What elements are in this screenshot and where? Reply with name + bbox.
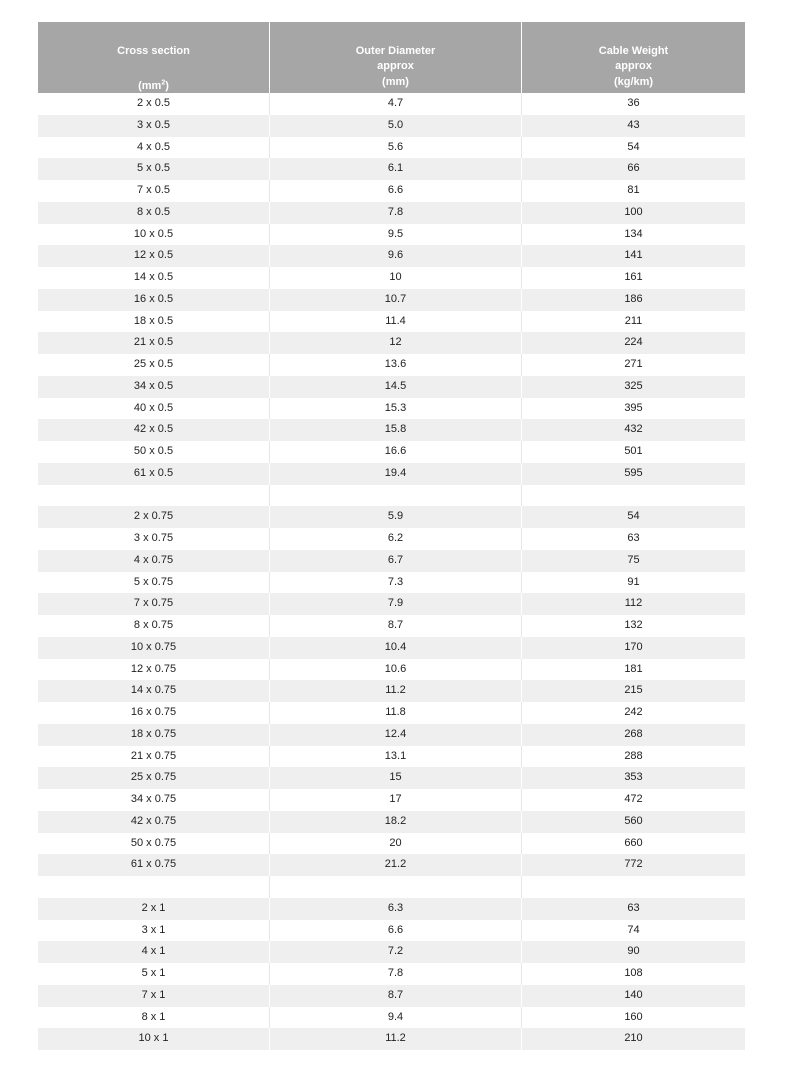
cell-cross-section: 34 x 0.75 xyxy=(38,789,270,811)
cell-outer-diameter: 18.2 xyxy=(270,811,522,833)
table-row xyxy=(38,941,745,963)
cell-cross-section xyxy=(38,876,270,898)
cell-cable-weight: 63 xyxy=(627,901,640,914)
cell-cross-section: 14 x 0.75 xyxy=(38,680,270,702)
cell-outer-diameter: 8.7 xyxy=(270,615,522,637)
cell-cross-section: 4 x 1 xyxy=(38,941,270,963)
cell-cable-weight: 91 xyxy=(627,575,640,588)
header-outer-diameter-approx: approx xyxy=(377,60,414,72)
cell-outer-diameter: 7.8 xyxy=(270,963,522,985)
table-row xyxy=(38,93,745,115)
table-row xyxy=(38,811,745,833)
header-outer-diameter xyxy=(270,22,522,93)
table-row xyxy=(38,180,745,202)
table-row xyxy=(38,376,745,398)
cell-outer-diameter: 11.2 xyxy=(270,1028,522,1050)
cell-outer-diameter: 12.4 xyxy=(270,724,522,746)
cell-outer-diameter: 16.6 xyxy=(270,441,522,463)
cell-cross-section: 7 x 1 xyxy=(38,985,270,1007)
header-cable-weight-unit: (kg/km) xyxy=(613,76,654,88)
table-row xyxy=(38,506,745,528)
table-row xyxy=(38,593,745,615)
cell-outer-diameter: 11.2 xyxy=(270,680,522,702)
table-header xyxy=(38,22,745,93)
cell-cable-weight: 325 xyxy=(624,379,643,392)
cell-cross-section: 8 x 0.5 xyxy=(38,202,270,224)
table-row xyxy=(38,789,745,811)
cell-cross-section: 12 x 0.5 xyxy=(38,245,270,267)
cell-outer-diameter: 5.6 xyxy=(270,137,522,159)
table-row xyxy=(38,680,745,702)
header-cable-weight-approx: approx xyxy=(615,60,652,72)
cell-cross-section: 21 x 0.5 xyxy=(38,332,270,354)
cell-cable-weight: 271 xyxy=(624,358,643,370)
cell-cross-section: 10 x 0.5 xyxy=(38,224,270,246)
cell-outer-diameter: 17 xyxy=(270,789,522,811)
cell-outer-diameter: 19.4 xyxy=(270,463,522,485)
cell-cable-weight: 242 xyxy=(624,706,643,718)
table-row xyxy=(38,311,745,333)
cell-cable-weight: 90 xyxy=(627,945,640,958)
cell-cable-weight: 186 xyxy=(624,292,643,305)
cell-cross-section: 50 x 0.5 xyxy=(38,441,270,463)
cell-cable-weight: 108 xyxy=(624,967,643,979)
cell-cable-weight: 74 xyxy=(627,923,640,936)
cell-cross-section: 12 x 0.75 xyxy=(38,659,270,681)
cell-cable-weight: 170 xyxy=(624,640,643,653)
table-row xyxy=(38,637,745,659)
cell-outer-diameter: 12 xyxy=(270,332,522,354)
cell-outer-diameter: 21.2 xyxy=(270,854,522,876)
table-row xyxy=(38,441,745,463)
cell-outer-diameter: 10.7 xyxy=(270,289,522,311)
cell-cable-weight: 54 xyxy=(627,140,640,153)
cell-cable-weight: 210 xyxy=(624,1032,643,1045)
table-body xyxy=(38,93,745,1050)
cell-cable-weight: 134 xyxy=(624,227,643,240)
cell-cross-section: 16 x 0.75 xyxy=(38,702,270,724)
cell-outer-diameter: 6.1 xyxy=(270,158,522,180)
cell-cable-weight: 63 xyxy=(627,532,640,544)
cell-cross-section: 42 x 0.5 xyxy=(38,419,270,441)
cell-outer-diameter: 6.6 xyxy=(270,180,522,202)
table-row xyxy=(38,289,745,311)
cell-cable-weight: 395 xyxy=(624,401,643,414)
table-row xyxy=(38,920,745,942)
table-row xyxy=(38,876,745,898)
table-row xyxy=(38,137,745,159)
cell-cable-weight: 211 xyxy=(624,314,643,327)
cell-cross-section: 8 x 1 xyxy=(38,1007,270,1029)
table-row xyxy=(38,985,745,1007)
cell-cross-section: 25 x 0.75 xyxy=(38,767,270,789)
cell-outer-diameter xyxy=(270,485,522,507)
table-row xyxy=(38,463,745,485)
cell-cable-weight: 161 xyxy=(624,271,643,283)
cell-cross-section: 2 x 1 xyxy=(38,898,270,920)
table-row xyxy=(38,702,745,724)
cell-cable-weight: 772 xyxy=(624,858,643,871)
cell-outer-diameter: 4.7 xyxy=(270,93,522,115)
table-row xyxy=(38,1007,745,1029)
cell-cable-weight: 140 xyxy=(624,988,643,1001)
table-row xyxy=(38,115,745,137)
cell-outer-diameter: 9.5 xyxy=(270,224,522,246)
table-row xyxy=(38,419,745,441)
cell-cross-section xyxy=(38,485,270,507)
cell-outer-diameter: 7.2 xyxy=(270,941,522,963)
header-cross-section-title: Cross section xyxy=(117,45,190,57)
cell-cable-weight: 353 xyxy=(624,771,643,784)
cell-outer-diameter: 6.7 xyxy=(270,550,522,572)
cell-cross-section: 3 x 0.5 xyxy=(38,115,270,137)
table-row xyxy=(38,615,745,637)
cell-cross-section: 16 x 0.5 xyxy=(38,289,270,311)
cell-cross-section: 2 x 0.5 xyxy=(38,93,270,115)
cell-cable-weight: 112 xyxy=(624,597,643,610)
cell-outer-diameter xyxy=(270,876,522,898)
cell-cable-weight: 160 xyxy=(624,1010,643,1023)
cell-outer-diameter: 7.3 xyxy=(270,572,522,594)
cell-cable-weight: 141 xyxy=(624,249,643,262)
table-row xyxy=(38,485,745,507)
header-outer-diameter-unit: (mm) xyxy=(382,76,409,88)
cell-outer-diameter: 9.4 xyxy=(270,1007,522,1029)
cell-cable-weight: 288 xyxy=(624,749,643,762)
cell-cable-weight: 215 xyxy=(624,684,643,697)
cell-cable-weight: 54 xyxy=(627,510,640,523)
cell-cross-section: 10 x 1 xyxy=(38,1028,270,1050)
cell-cable-weight: 595 xyxy=(624,466,643,479)
cell-cable-weight: 75 xyxy=(627,553,640,566)
cell-outer-diameter: 10 xyxy=(270,267,522,289)
table-row xyxy=(38,202,745,224)
cell-cable-weight: 181 xyxy=(624,662,643,675)
cell-cable-weight: 560 xyxy=(624,814,643,827)
cell-cable-weight: 43 xyxy=(627,118,640,131)
header-cable-weight-title: Cable Weight xyxy=(598,45,669,57)
cell-outer-diameter: 8.7 xyxy=(270,985,522,1007)
cell-cable-weight: 432 xyxy=(624,423,643,436)
cell-cross-section: 10 x 0.75 xyxy=(38,637,270,659)
cell-cable-weight xyxy=(522,876,745,898)
header-outer-diameter-title: Outer Diameter xyxy=(355,45,436,57)
cell-cross-section: 2 x 0.75 xyxy=(38,506,270,528)
cell-outer-diameter: 10.4 xyxy=(270,637,522,659)
cell-outer-diameter: 15.3 xyxy=(270,398,522,420)
cell-cross-section: 42 x 0.75 xyxy=(38,811,270,833)
table-row xyxy=(38,528,745,550)
cable-data-table xyxy=(38,22,745,1050)
cell-cross-section: 4 x 0.75 xyxy=(38,550,270,572)
cell-outer-diameter: 15.8 xyxy=(270,419,522,441)
cell-cross-section: 25 x 0.5 xyxy=(38,354,270,376)
table-row xyxy=(38,572,745,594)
cell-cross-section: 8 x 0.75 xyxy=(38,615,270,637)
cell-cross-section: 7 x 0.75 xyxy=(38,593,270,615)
cell-cable-weight: 660 xyxy=(624,836,643,849)
cell-outer-diameter: 6.2 xyxy=(270,528,522,550)
table-row xyxy=(38,854,745,876)
header-cable-weight xyxy=(522,22,745,93)
table-row xyxy=(38,1028,745,1050)
cell-outer-diameter: 11.8 xyxy=(270,702,522,724)
cell-cross-section: 61 x 0.75 xyxy=(38,854,270,876)
table-row xyxy=(38,267,745,289)
cell-cross-section: 61 x 0.5 xyxy=(38,463,270,485)
cell-cable-weight: 81 xyxy=(627,184,640,196)
cell-cross-section: 3 x 0.75 xyxy=(38,528,270,550)
cell-outer-diameter: 13.1 xyxy=(270,746,522,768)
cell-cable-weight: 224 xyxy=(624,336,643,349)
table-row xyxy=(38,724,745,746)
cell-cross-section: 4 x 0.5 xyxy=(38,137,270,159)
table-row xyxy=(38,158,745,180)
cell-cross-section: 5 x 0.5 xyxy=(38,158,270,180)
table-row xyxy=(38,746,745,768)
header-cross-section-unit: $(mm^2)$ xyxy=(138,79,169,92)
cell-outer-diameter: 6.3 xyxy=(270,898,522,920)
table-row xyxy=(38,224,745,246)
cell-cross-section: 34 x 0.5 xyxy=(38,376,270,398)
table-row xyxy=(38,898,745,920)
cell-cross-section: 40 x 0.5 xyxy=(38,398,270,420)
table-row xyxy=(38,245,745,267)
cell-cross-section: 5 x 1 xyxy=(38,963,270,985)
table-row xyxy=(38,833,745,855)
cell-outer-diameter: 9.6 xyxy=(270,245,522,267)
cell-cable-weight: 501 xyxy=(624,445,643,457)
cell-cross-section: 3 x 1 xyxy=(38,920,270,942)
cell-outer-diameter: 6.6 xyxy=(270,920,522,942)
cell-cross-section: 7 x 0.5 xyxy=(38,180,270,202)
cell-outer-diameter: 5.0 xyxy=(270,115,522,137)
cell-outer-diameter: 10.6 xyxy=(270,659,522,681)
table-row xyxy=(38,398,745,420)
table-row xyxy=(38,767,745,789)
table-row xyxy=(38,963,745,985)
cell-outer-diameter: 14.5 xyxy=(270,376,522,398)
cell-cross-section: 50 x 0.75 xyxy=(38,833,270,855)
cell-outer-diameter: 13.6 xyxy=(270,354,522,376)
cell-outer-diameter: 7.9 xyxy=(270,593,522,615)
cell-cable-weight: 268 xyxy=(624,727,643,740)
cell-outer-diameter: 5.9 xyxy=(270,506,522,528)
cell-cross-section: 21 x 0.75 xyxy=(38,746,270,768)
cell-outer-diameter: 7.8 xyxy=(270,202,522,224)
cell-cable-weight: 132 xyxy=(624,619,643,631)
cell-cable-weight: 472 xyxy=(624,793,643,805)
cell-cross-section: 5 x 0.75 xyxy=(38,572,270,594)
cell-outer-diameter: 20 xyxy=(270,833,522,855)
cell-cross-section: 14 x 0.5 xyxy=(38,267,270,289)
table-row xyxy=(38,659,745,681)
table-row xyxy=(38,550,745,572)
table-row xyxy=(38,354,745,376)
cell-cable-weight: 36 xyxy=(627,97,640,109)
cell-outer-diameter: 15 xyxy=(270,767,522,789)
table-row xyxy=(38,332,745,354)
cell-cross-section: 18 x 0.75 xyxy=(38,724,270,746)
cell-outer-diameter: 11.4 xyxy=(270,311,522,333)
cell-cross-section: 18 x 0.5 xyxy=(38,311,270,333)
cell-cable-weight: 100 xyxy=(624,205,643,218)
cell-cable-weight: 66 xyxy=(627,162,640,175)
header-cross-section xyxy=(38,22,270,93)
cell-cable-weight xyxy=(522,485,745,507)
